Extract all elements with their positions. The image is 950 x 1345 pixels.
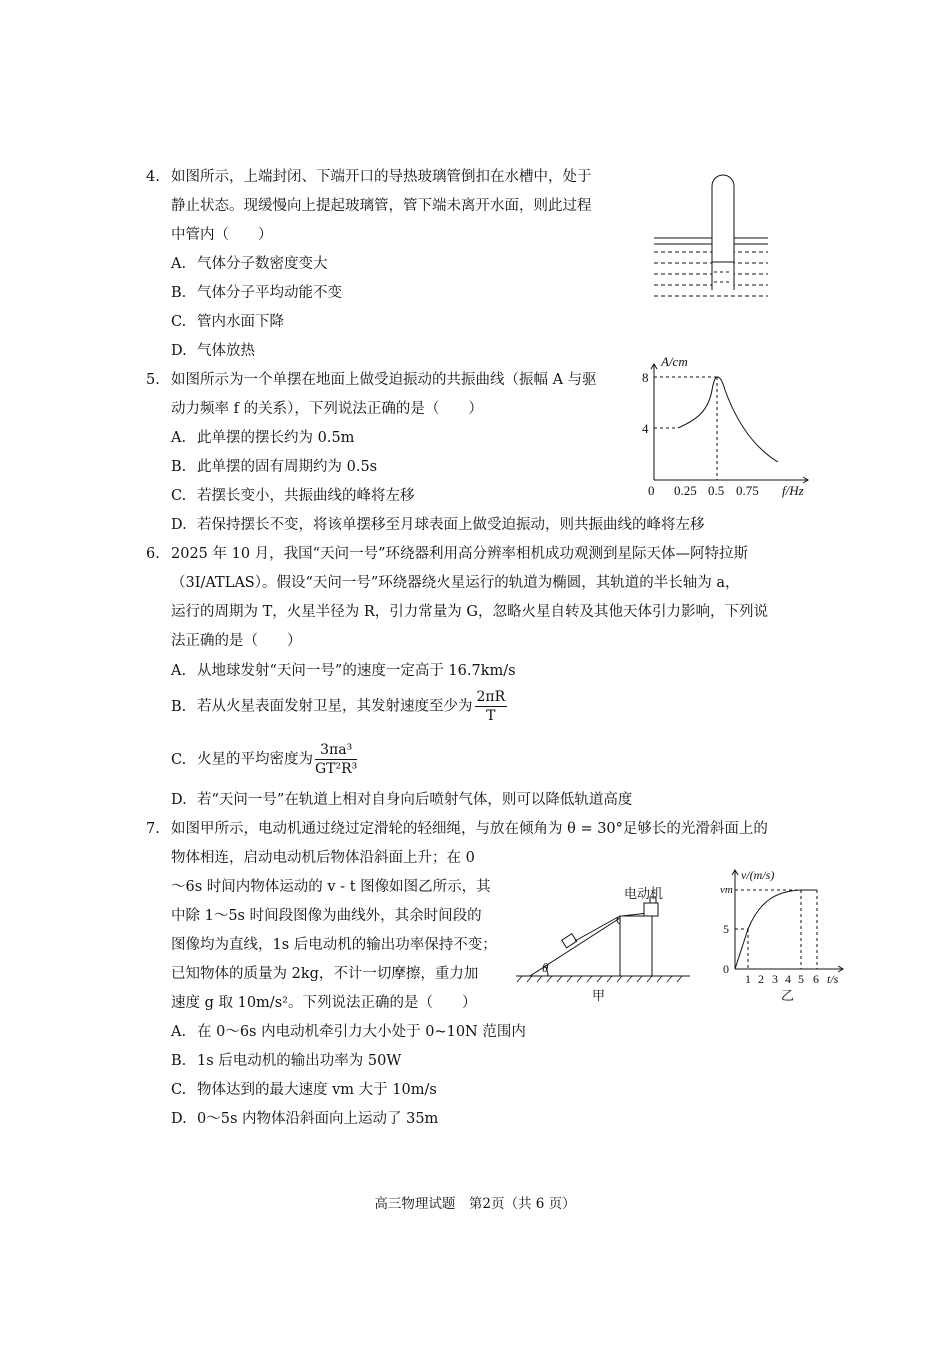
q6-stem-line-1: 2025 年 10 月，我国“天问一号”环绕器利用高分辨率相机成功观测到星际天体—阿特拉斯 <box>171 546 749 562</box>
y-tick-4: 4 <box>642 421 649 436</box>
q7-stem-line-2: 物体相连，启动电动机后物体沿斜面上升；在 0 <box>171 850 475 866</box>
q4-option-a: A. 气体分子数密度变大 <box>171 256 328 272</box>
q7-option-c: C. 物体达到的最大速度 vm 大于 10m/s <box>171 1082 437 1098</box>
q7-option-b: B. 1s 后电动机的输出功率为 50W <box>171 1053 402 1069</box>
q7-stem-line-7: 速度 g 取 10m/s²。下列说法正确的是（ ） <box>171 995 477 1011</box>
q7-stem-line-4: 中除 1～5s 时间段图像为曲线外，其余时间段的 <box>171 908 482 924</box>
page-footer: 高三物理试题 第2页（共 6 页） <box>374 1196 576 1212</box>
q5-stem-line-1: 如图所示为一个单摆在地面上做受迫振动的共振曲线（振幅 A 与驱 <box>171 372 597 388</box>
origin-label: 0 <box>648 483 655 498</box>
resonance-curve <box>678 377 778 462</box>
q6-stem-line-2: （3I/ATLAS）。假设“天问一号”环绕器绕火星运行的轨道为椭圆，其轨道的半长轴为 a， <box>171 575 740 591</box>
q7-stem-line-1: 如图甲所示，电动机通过绕过定滑轮的轻细绳，与放在倾角为 θ = 30°足够长的光滑斜面上的 <box>171 821 768 837</box>
q4-stem-line-1: 如图所示，上端封闭、下端开口的导热玻璃管倒扣在水槽中，处于 <box>171 169 592 185</box>
motor-box <box>644 903 658 916</box>
q4-option-d: D. 气体放热 <box>171 343 255 359</box>
x-tick-3: 3 <box>772 972 778 986</box>
q6-option-b-fraction: $\frac{2\pi R}{T}$ <box>476 689 506 724</box>
q7-incline-figure <box>512 880 692 1005</box>
q4-number: 4. <box>146 169 160 185</box>
motor-label: 电动机 <box>624 886 664 901</box>
q5-resonance-graph <box>638 352 818 502</box>
y-axis-label: v/(m/s) <box>741 868 775 882</box>
x-tick-4: 4 <box>785 972 791 986</box>
q5-option-b: B. 此单摆的固有周期约为 0.5s <box>171 459 378 475</box>
x-tick-1: 1 <box>745 972 751 986</box>
q4-stem-line-3: 中管内（ ） <box>171 227 273 243</box>
q7-vt-graph <box>715 862 850 1007</box>
q6-option-a: A. 从地球发射“天问一号”的速度一定高于 16.7km/s <box>171 663 516 679</box>
x-tick-2: 2 <box>758 972 764 986</box>
x-tick-025: 0.25 <box>674 483 697 498</box>
q5-option-c: C. 若摆长变小，共振曲线的峰将左移 <box>171 488 415 504</box>
x-tick-075: 0.75 <box>736 483 759 498</box>
q7-stem-line-6: 已知物体的质量为 2kg，不计一切摩擦，重力加 <box>171 966 479 982</box>
q5-option-d: D. 若保持摆长不变，将该单摆移至月球表面上做受迫振动，则共振曲线的峰将左移 <box>171 517 705 533</box>
q7-stem-line-5: 图像均为直线，1s 后电动机的输出功率保持不变； <box>171 937 497 953</box>
q6-option-c: C. 火星的平均密度为 $\frac{\text{3πa³}}{\text{GT²R³}}$ <box>171 742 358 777</box>
q4-option-c: C. 管内水面下降 <box>171 314 284 330</box>
q6-stem-line-3: 运行的周期为 T，火星半径为 R，引力常量为 G，忽略火星自转及其他天体引力影响，下列说 <box>171 604 768 620</box>
x-axis-label: f/Hz <box>782 483 804 498</box>
y-axis-label: A/cm <box>661 354 688 369</box>
x-tick-6: 6 <box>813 972 819 986</box>
q4-stem-line-2: 静止状态。现缓慢向上提起玻璃管，管下端未离开水面，则此过程 <box>171 198 592 214</box>
q5-option-a: A. 此单摆的摆长约为 0.5m <box>171 430 355 446</box>
q6-number: 6. <box>146 546 160 562</box>
q7-number: 7. <box>146 821 160 837</box>
q5-stem-line-2: 动力频率 f 的关系），下列说法正确的是（ ） <box>171 401 483 417</box>
y-tick-8: 8 <box>642 370 649 385</box>
x-tick-5: 5 <box>798 972 804 986</box>
origin-label: 0 <box>723 962 729 976</box>
angle-label: θ <box>542 960 549 975</box>
q4-option-b: B. 气体分子平均动能不变 <box>171 285 342 301</box>
x-axis-label: t/s <box>827 972 839 986</box>
fig-jia-caption: 甲 <box>592 988 606 1003</box>
ground-hatch <box>517 976 682 982</box>
q7-option-a: A. 在 0～6s 内电动机牵引力大小处于 0~10N 范围内 <box>171 1024 526 1040</box>
x-tick-05: 0.5 <box>708 483 725 498</box>
q7-stem-line-3: ～6s 时间内物体运动的 v - t 图像如图乙所示，其 <box>171 879 491 895</box>
q4-tube-figure <box>650 172 770 307</box>
q7-option-d: D. 0～5s 内物体沿斜面向上运动了 35m <box>171 1111 439 1127</box>
y-tick-5: 5 <box>723 922 729 936</box>
fig-yi-caption: 乙 <box>781 988 795 1003</box>
block <box>562 934 577 948</box>
q6-option-d: D. 若“天问一号”在轨道上相对自身向后喷射气体，则可以降低轨道高度 <box>171 792 633 808</box>
q6-option-c-fraction: $\frac{\text{3πa³}}{\text{GT²R³}}$ <box>315 742 358 777</box>
q6-stem-line-4: 法正确的是（ ） <box>171 633 302 649</box>
vm-label: vm <box>720 884 733 896</box>
motor-stand <box>620 916 652 976</box>
q5-number: 5. <box>146 372 160 388</box>
q6-option-b: B. 若从火星表面发射卫星，其发射速度至少为 $\frac{2\pi R}{T}$ <box>171 689 506 724</box>
